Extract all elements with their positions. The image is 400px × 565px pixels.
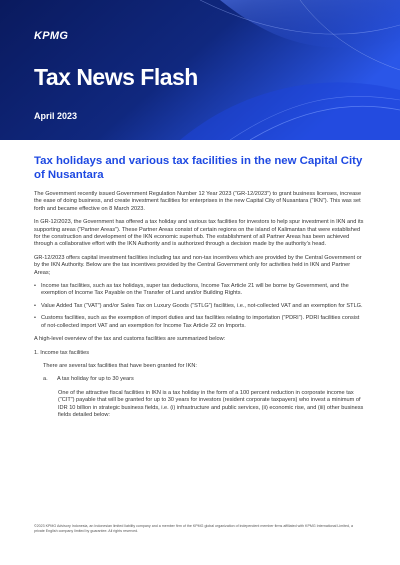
publication-date: April 2023 <box>34 111 78 121</box>
paragraph-intro: The Government recently issued Government Regulation Number 12 Year 2023 (“GR-12/2023”) to grant business licenses, increase the ease of doing business, and create investment facilities for enterprises in the new Capital City of Nusantara (“IKN”). This was set forth and became effective on 8 March 2023. <box>34 191 362 212</box>
incentive-list <box>34 283 364 330</box>
subitem-a <box>43 376 364 383</box>
section-heading-income-tax: 1. Income tax facilities <box>34 349 90 356</box>
article-title: Tax holidays and various tax facilities in the new Capital City of Nusantara <box>34 155 363 181</box>
list-item: • Customs facilities, such as the exemption of import duties and tax facilities relating to importation (“PDRI”). PDRI facilities consist of not-collected import VAT and an exemption for Income Tax Article 22 on Imports. <box>34 315 360 329</box>
publication-title: Tax News Flash <box>34 64 198 90</box>
article-body <box>34 154 364 425</box>
list-item: • Value Added Tax (“VAT”) and/or Sales Tax on Luxury Goods (“STLG”) facilities, i.e., not-collected VAT and an exemption for STLG. <box>34 302 363 309</box>
list-item: • Income tax facilities, such as tax holidays, super tax deductions, Income Tax Article 21 will be borne by Government, and the exemption of Income Tax Payable on the Transfer of Land and/or Building Rights. <box>34 283 349 297</box>
header-banner <box>0 0 400 140</box>
kpmg-logo: KPMG <box>34 30 69 42</box>
subitem-text: A tax holiday for up to 30 years <box>57 376 134 383</box>
section-intro: There are several tax facilities that have been granted for IKN: <box>43 362 197 369</box>
paragraph-overview: A high-level overview of the tax and customs facilities are summarized below: <box>34 336 226 343</box>
paragraph-partner-areas: In GR-12/2023, the Government has offered a tax holiday and various tax facilities for investors to help spur investment in IKN and its supporting areas (“Partner Areas”). These Partner Areas consist of certain regions on the island of Kalimantan that were established for the construction and development of the IKN economic superhub. The establishment of all Partner Areas has been achieved through a collaborative effort with the IKN Authority and is authorized through a decision made by the authority’s head. <box>34 219 364 248</box>
subitem-label: a. <box>43 376 48 383</box>
paragraph-incentives: GR-12/2023 offers capital investment facilities including tax and non-tax incentives which are provided by the Central Government or by the IKN Authority. Below are the tax incentives provided by the Central Government only for activities held in IKN and Partner Areas; <box>34 254 362 276</box>
paragraph-tax-holiday: One of the attractive fiscal facilities in IKN is a tax holiday in the form of a 100 percent reduction in corporate income tax (“CIT”) payable that will be granted for up to 30 years for investors (resident corporate taxpayers) who invest a minimum of IDR 10 billion in strategic business fields, i.e. (i) infrastructure and public services, (ii) economic rise, and (iii) other business fields detailed below: <box>58 389 364 418</box>
copyright-footer: ©2023 KPMG Advisory Indonesia, an Indonesian limited liability company and a member firm of the KPMG global organization of independent member firms affiliated with KPMG International Limited, a private English company limited by guarantee. All rights reserved. <box>34 524 353 533</box>
